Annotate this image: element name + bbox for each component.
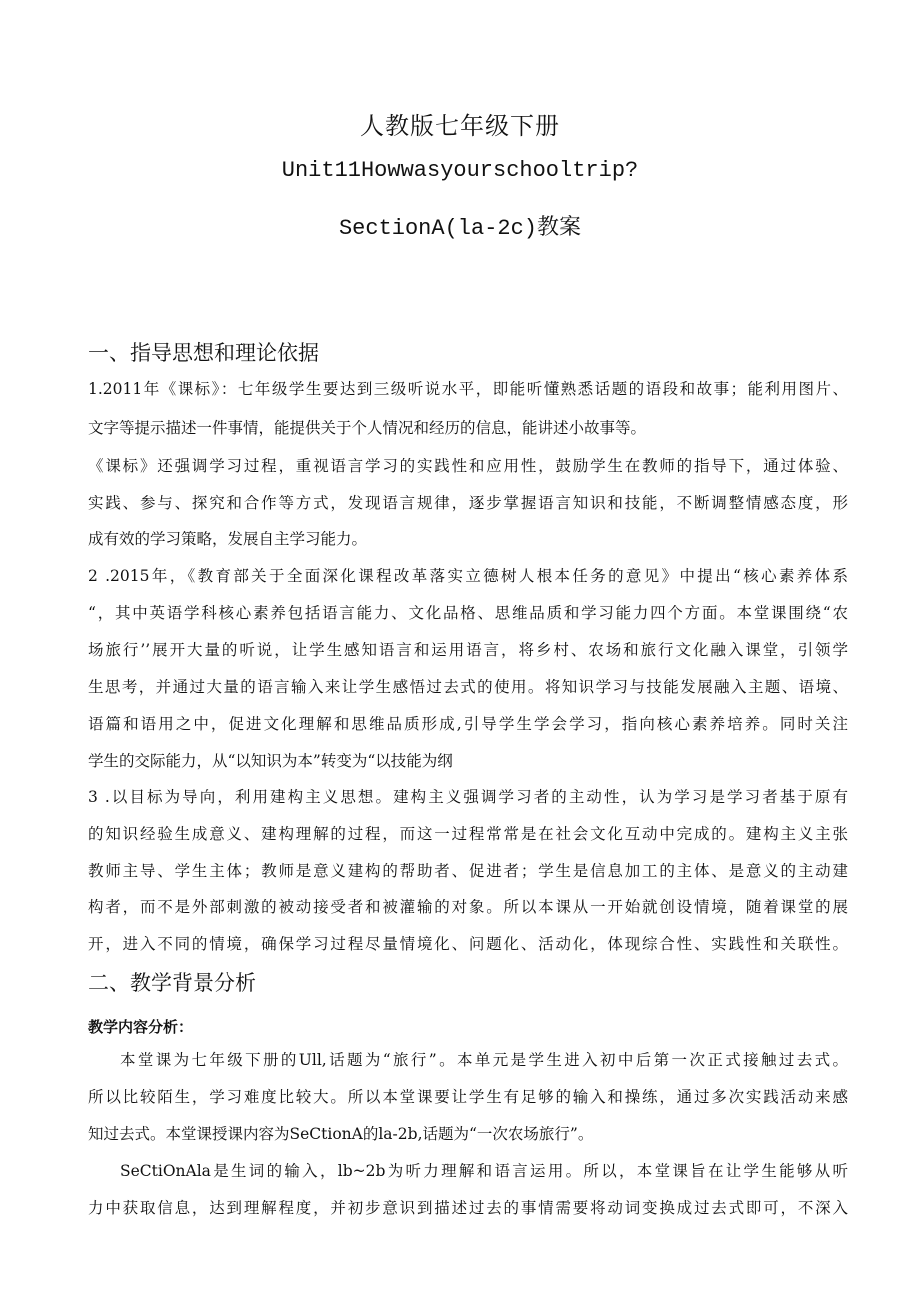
paragraph-line: 本堂课为七年级下册的Ull,话题为“旅行”。本单元是学生进入初中后第一次正式接触过去式。 [120,1051,848,1069]
paragraph-line: 成有效的学习策略，发展自主学习能力。 [88,530,368,548]
paragraph-line: 力中获取信息，达到理解程度，并初步意识到描述过去的事情需要将动词变换成过去式即可，不深入 [88,1199,848,1217]
paragraph-line: 《课标》还强调学习过程，重视语言学习的实践性和应用性，鼓励学生在教师的指导下，通过体验、 [88,457,848,475]
paragraph-line: 所以比较陌生，学习难度比较大。所以本堂课要让学生有足够的输入和操练，通过多次实践活动来感 [88,1088,848,1106]
section-heading-guiding-ideas: 一、指导思想和理论依据 [88,341,319,365]
subheading-content-analysis: 教学内容分析： [88,1018,194,1036]
document-title: 人教版七年级下册 [360,112,560,140]
paragraph-line: 构者，而不是外部刺激的被动接受者和被灌输的对象。所以本课从一开始就创设情境，随着课堂的展 [88,898,848,916]
paragraph-line: 知过去式。本堂课授课内容为SeCtionA的la-2b,话题为“一次农场旅行”。 [88,1125,594,1143]
paragraph-line: 学生的交际能力，从“以知识为本”转变为“以技能为纲 [88,752,453,770]
paragraph-line: 场旅行’’展开大量的听说，让学生感知语言和运用语言，将乡村、农场和旅行文化融入课堂，引领学 [88,641,848,659]
paragraph-line: 2 .2015年，《教育部关于全面深化课程改革落实立德树人根本任务的意见》中提出“核心素养体系 [88,567,848,585]
paragraph-line: 实践、参与、探究和合作等方式，发现语言规律，逐步掌握语言知识和技能，不断调整情感态度，形 [88,494,848,512]
paragraph-line: “，其中英语学科核心素养包括语言能力、文化品格、思维品质和学习能力四个方面。本堂课围绕“农 [88,604,848,622]
paragraph-line: 开，进入不同的情境，确保学习过程尽量情境化、问题化、活动化，体现综合性、实践性和关联性。 [88,935,848,953]
paragraph-line: 语篇和语用之中，促进文化理解和思维品质形成,引导学生学会学习，指向核心素养培养。同时关注 [88,715,848,733]
section-title: SectionA(la-2c)教案 [338,216,582,241]
paragraph-line: SeCtiOnAla是生词的输入，lb~2b为听力理解和语言运用。所以，本堂课旨在让学生能够从听 [120,1162,848,1180]
section-heading-teaching-background: 二、教学背景分析 [88,971,256,995]
paragraph-line: 的知识经验生成意义、建构理解的过程，而这一过程常常是在社会文化互动中完成的。建构主义主张 [88,825,848,843]
paragraph-line: 生思考，并通过大量的语言输入来让学生感悟过去式的使用。将知识学习与技能发展融入主题、语境、 [88,678,848,696]
paragraph-line: 3 .以目标为导向，利用建构主义思想。建构主义强调学习者的主动性，认为学习是学习者基于原有 [88,788,848,806]
paragraph-line: 教师主导、学生主体；教师是意义建构的帮助者、促进者；学生是信息加工的主体、是意义的主动建 [88,862,848,880]
paragraph-line: 1.2011年《课标》：七年级学生要达到三级听说水平，即能听懂熟悉话题的语段和故事；能利用图片、 [88,380,848,398]
paragraph-line: 文字等提示描述一件事情，能提供关于个人情况和经历的信息，能讲述小故事等。 [88,419,647,437]
unit-title: Unit11Howwasyourschooltrip? [281,158,639,183]
